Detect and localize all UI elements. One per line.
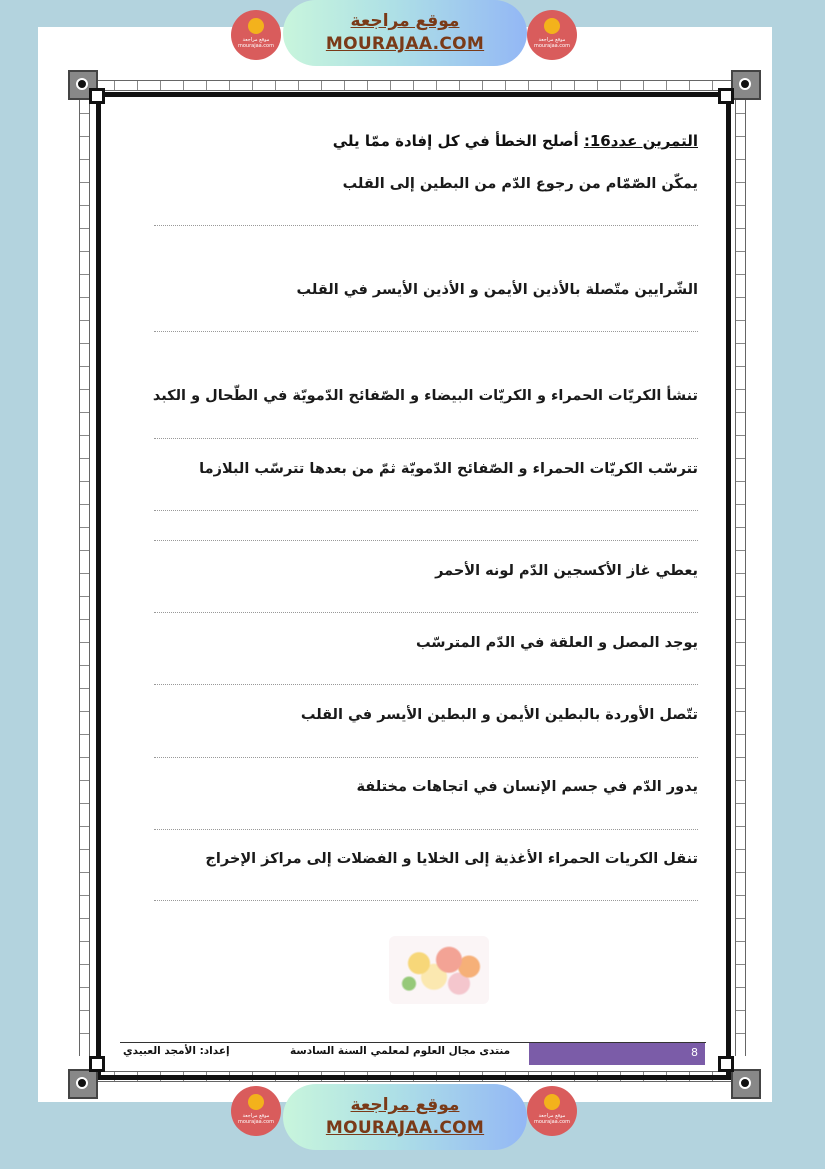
statement-1: يمكّن الصّمّام من رجوع الدّم من البطين إلى القلب (342, 176, 698, 192)
corner-step-icon (718, 1056, 734, 1072)
page-number-bar (529, 1043, 705, 1065)
banner-arabic-title[interactable]: موقع مراجعة (350, 11, 460, 31)
page-frame (96, 92, 731, 1080)
site-logo-badge[interactable] (231, 10, 281, 60)
border-ladder-left (79, 96, 90, 1056)
footer-forum-name: منتدى مجال العلوم لمعلمي السنة السادسة (290, 1045, 511, 1057)
banner-site-link[interactable]: MOURAJAA.COM (325, 1118, 485, 1138)
answer-line-2[interactable] (154, 331, 698, 332)
statement-4: تترسّب الكريّات الحمراء و الصّفائح الدّمويّة ثمّ من بعدها تترسّب البلازما (199, 461, 698, 477)
answer-line-4b[interactable] (154, 540, 698, 541)
badge-text: موقع مراجعة mourajaa.com (533, 1113, 570, 1125)
corner-ornament-icon (68, 1069, 98, 1099)
statement-6: يوجد المصل و العلقة في الدّم المترسّب (415, 635, 698, 651)
answer-line-1[interactable] (154, 225, 698, 226)
exercise-title (333, 132, 698, 150)
statement-5: يعطي غاز الأكسجين الدّم لونه الأحمر (435, 563, 698, 579)
statement-9: تنقل الكريات الحمراء الأغذية إلى الخلايا و الفضلات إلى مراكز الإخراج (205, 851, 698, 867)
footer-author: إعداد: الأمجد العبيدي (123, 1045, 230, 1057)
badge-text: موقع مراجعة mourajaa.com (237, 1113, 274, 1125)
corner-step-icon (718, 88, 734, 104)
statement-8: يدور الدّم في جسم الإنسان في اتجاهات مختلفة (356, 779, 698, 795)
logo-icon (248, 18, 264, 34)
corner-step-icon (89, 88, 105, 104)
answer-line-8[interactable] (154, 829, 698, 830)
corner-step-icon (89, 1056, 105, 1072)
banner-site-link[interactable]: MOURAJAA.COM (325, 34, 485, 54)
answer-line-9[interactable] (154, 900, 698, 901)
statement-7: تتّصل الأوردة بالبطين الأيمن و البطين الأيسر في القلب (300, 707, 698, 723)
site-logo-badge[interactable] (527, 10, 577, 60)
answer-line-7[interactable] (154, 757, 698, 758)
site-banner-bottom[interactable] (283, 1084, 527, 1150)
answer-line-5[interactable] (154, 612, 698, 613)
logo-icon (248, 1094, 264, 1110)
exercise-number: التمرين عدد16: (583, 132, 698, 150)
flower-bouquet-image (389, 936, 489, 1004)
site-logo-badge[interactable] (231, 1086, 281, 1136)
statement-2: الشّرايين متّصلة بالأذين الأيمن و الأذين الأيسر في القلب (296, 282, 698, 298)
site-banner-top[interactable] (283, 0, 527, 66)
corner-ornament-icon (731, 1069, 761, 1099)
border-ladder-right (735, 96, 746, 1056)
answer-line-6[interactable] (154, 684, 698, 685)
answer-line-4a[interactable] (154, 510, 698, 511)
badge-text: موقع مراجعة mourajaa.com (533, 37, 570, 49)
exercise-instruction: أصلح الخطأ في كل إفادة ممّا يلي (332, 132, 579, 150)
answer-line-3[interactable] (154, 438, 698, 439)
corner-ornament-icon (731, 70, 761, 100)
site-logo-badge[interactable] (527, 1086, 577, 1136)
badge-text: موقع مراجعة mourajaa.com (237, 37, 274, 49)
logo-icon (544, 18, 560, 34)
banner-arabic-title[interactable]: موقع مراجعة (350, 1095, 460, 1115)
page-number: 8 (691, 1046, 698, 1059)
logo-icon (544, 1094, 560, 1110)
statement-3: تنشأ الكريّات الحمراء و الكريّات البيضاء و الصّفائح الدّمويّة في الطّحال و الكبد (152, 388, 698, 404)
border-ladder-top (92, 80, 732, 91)
